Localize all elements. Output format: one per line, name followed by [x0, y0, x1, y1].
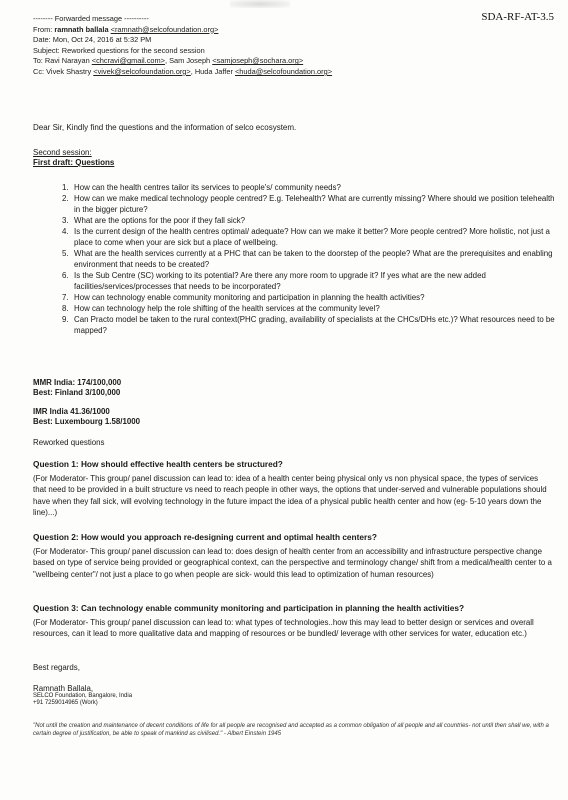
list-item: 4. Is the current design of the health centres optimal/ adequate? How can we make it better? More people centred? More holistic, not just a place to come when your are sick but a place of wellbeing.: [62, 227, 550, 247]
sender-email-link[interactable]: <ramnath@selcofoundation.org>: [110, 24, 219, 34]
date-line: Date: Mon, Oct 24, 2016 at 5:32 PM: [33, 35, 152, 45]
to-email-link-2[interactable]: <samjoseph@sochara.org>: [212, 56, 304, 66]
imr-india: IMR India 41.36/1000: [33, 407, 110, 416]
signature-org: SELCO Foundation, Bangalore, India: [33, 693, 133, 699]
cc-email-link-2[interactable]: <huda@selcofoundation.org>: [234, 66, 333, 76]
imr-stats: [33, 407, 140, 427]
mmr-best: Best: Finland 3/100,000: [33, 387, 121, 397]
question-1-title: Question 1: How should effective health centers be structured?: [33, 459, 283, 469]
question-2-body: (For Moderator- This group/ panel discussion can lead to: does design of health center from an accessibility and infrastructure perspective change based on type of service being provided or geographical context, can the perspective and terminology change/ shift from a medical/health center to a "wellbeing center"/ not just a place to go when people are sick- would this lead to optimization of human resources): [33, 547, 552, 579]
list-item: 2. How can we make medical technology people centred? E.g. Telehealth? What are currently missing? Where should we position telehealth in the bigger picture?: [62, 194, 555, 214]
to-line: To: Ravi Narayan <chcravi@gmail.com>, Sam Joseph <samjoseph@sochara.org>: [33, 56, 304, 66]
list-item: 7. How can technology enable community monitoring and participation in planning the health activities?: [62, 293, 425, 302]
draft-label: First draft: Questions: [33, 158, 115, 167]
mmr-stats: [33, 378, 121, 398]
signature-name: Ramnath Ballala,: [33, 684, 94, 693]
question-3-title: Question 3: Can technology enable community monitoring and participation in planning the health activities?: [33, 603, 465, 613]
signature: [33, 684, 132, 707]
email-header: [33, 14, 473, 78]
forwarded-line: -------- Forwarded message ----------: [33, 14, 149, 23]
question-list: [62, 182, 562, 336]
from-line: From: ramnath ballala <ramnath@selcofoundation.org>: [33, 24, 219, 34]
reworked-heading: Reworked questions: [33, 438, 105, 447]
mmr-india: MMR India: 174/100,000: [33, 378, 122, 387]
question-3-body: (For Moderator- This group/ panel discussion can lead to: what types of technologies..how this may lead to better design or services and overall resources, can it lead to more qualitative data and mapping of resources or be bundled/ leverage with other services for water, education etc.): [33, 618, 534, 639]
document-id: SDA-RF-AT-3.5: [481, 11, 554, 23]
question-1-body: (For Moderator- This group/ panel discussion can lead to: idea of a health center being physical only vs non physical space, the types of services that need to be provided in a built structure vs need to reach people in other ways, the options that under-served and vulnerable populations should have when they fall sick, will evolving technology in the future impact the idea of a physical public health center and how (eg- 5-10 years down the line)...): [33, 474, 547, 517]
list-item: 3. What are the options for the poor if they fall sick?: [62, 216, 246, 225]
to-email-link-1[interactable]: <chcravi@gmail.com>: [91, 56, 165, 66]
greeting: Dear Sir, Kindly find the questions and the information of selco ecosystem.: [33, 123, 297, 132]
session-heading: [33, 148, 114, 168]
scan-smudge: [230, 0, 290, 8]
question-2-title: Question 2: How would you approach re-designing current and optimal health centers?: [33, 532, 377, 542]
subject-line: Subject: Reworked questions for the second session: [33, 45, 205, 55]
list-item: 8. How can technology help the role shifting of the health services at the community level?: [62, 304, 380, 313]
list-item: 1. How can the health centres tailor its services to people's/ community needs?: [62, 183, 341, 192]
cc-email-link-1[interactable]: <vivek@selcofoundation.org>: [93, 66, 191, 76]
session-label: Second session:: [33, 148, 92, 157]
list-item: 6. Is the Sub Centre (SC) working to its potential? Are there any more room to upgrade it? If yes what are the new added facilities/services/processes that needs to be incorporated?: [62, 271, 486, 291]
list-item: 9. Can Practo model be taken to the rural context(PHC grading, availability of specialists at the CHCs/DHs etc.)? What resources need to be mapped?: [62, 315, 555, 335]
imr-best: Best: Luxembourg 1.58/1000: [33, 416, 141, 426]
sender-name: ramnath ballala: [54, 24, 109, 34]
list-item: 5. What are the health services currently at a PHC that can be taken to the doorstep of the people? What are the prerequisites and enabling environment that needs to be created?: [62, 249, 553, 269]
closing: Best regards,: [33, 663, 80, 672]
signature-quote: "Not until the creation and maintenance of decent conditions of life for all people are recognised and accepted as a common obligation of all people and all countries- not until then shall we, with a certain degree of justification, be able to speak of mankind as civilised." - Albert Einstein 1945: [33, 723, 549, 737]
signature-phone: +91 7259014965 (Work): [33, 700, 98, 706]
cc-line: Cc: Vivek Shastry <vivek@selcofoundation.org>, Huda Jaffer <huda@selcofoundation.org>: [33, 66, 333, 76]
